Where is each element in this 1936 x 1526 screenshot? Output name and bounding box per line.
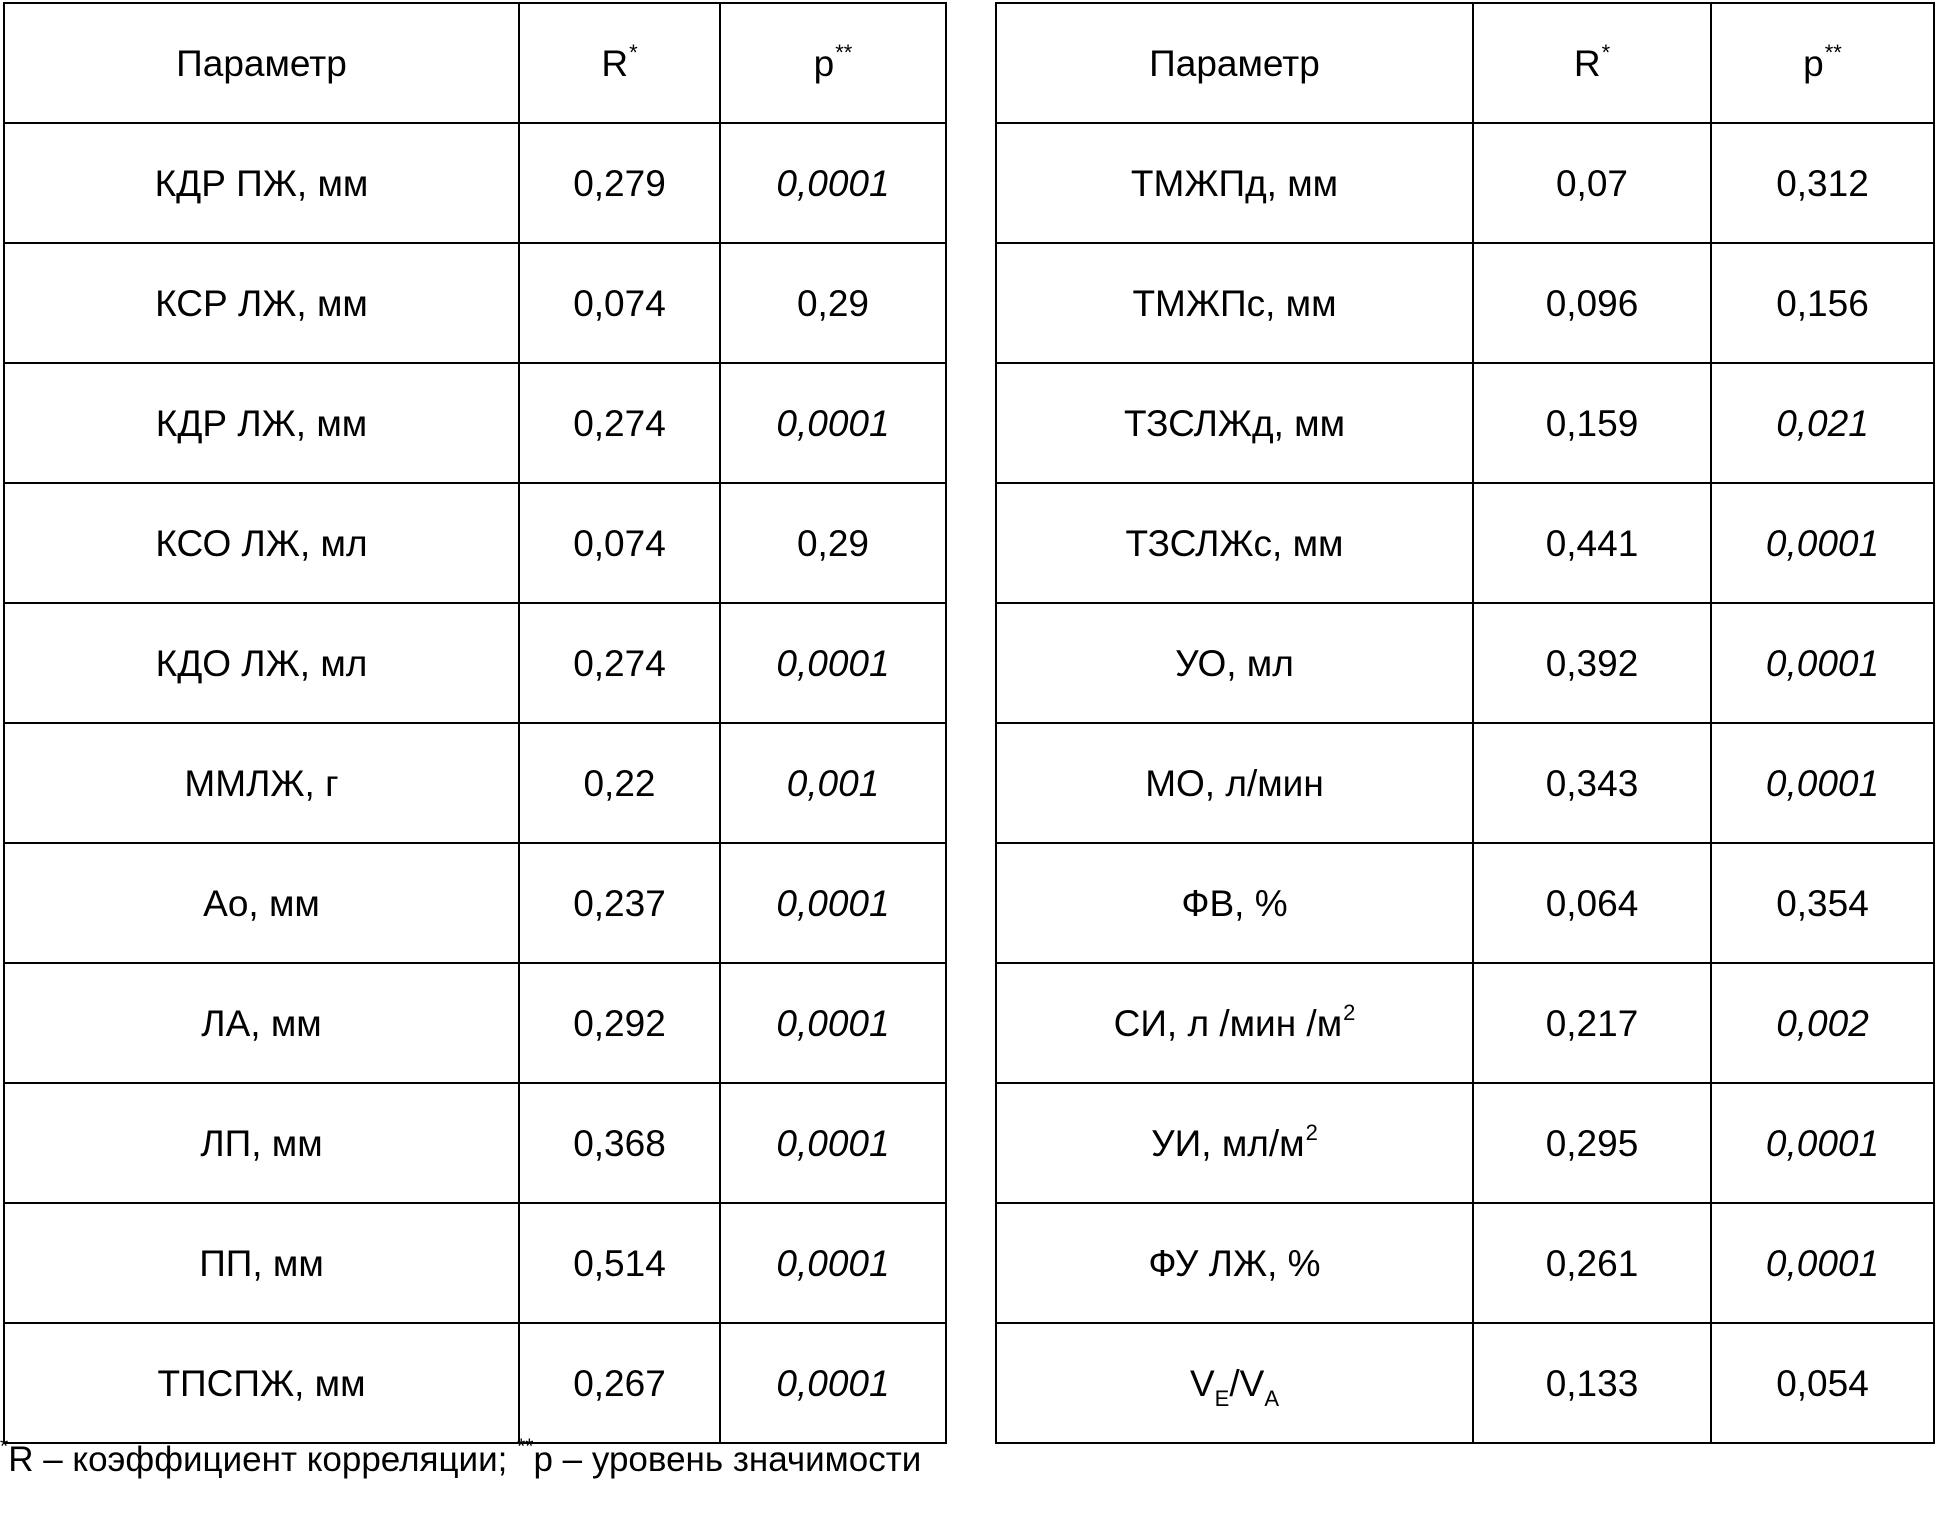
param-cell [4,603,519,723]
table-row [996,363,1934,483]
table-row [996,243,1934,363]
table-row [4,1323,946,1443]
r-value-cell: 0,279 [519,123,720,243]
param-text: СИ, л /мин /м [1113,1002,1343,1044]
p-value-cell: 0,021 [1711,363,1934,483]
table-row [996,1203,1934,1323]
param-text: МО, л/мин [1145,762,1324,804]
table-row [4,123,946,243]
header-param: Параметр [996,3,1473,123]
param-text: УИ, мл/м [1151,1122,1305,1164]
param-text: ММЛЖ, г [184,762,339,804]
r-value-cell: 0,22 [519,723,720,843]
r-value-cell: 0,292 [519,963,720,1083]
param-text: ТЗСЛЖс, мм [1125,522,1344,564]
param-text: УО, мл [1175,642,1294,684]
param-cell [4,363,519,483]
param-subscript: E [1214,1385,1230,1411]
param-text: ТМЖПд, мм [1130,162,1339,204]
param-text: ФВ, % [1181,882,1288,924]
param-subscript: A [1264,1385,1280,1411]
p-value-cell: 0,0001 [720,843,946,963]
table-row [996,1323,1934,1443]
param-cell [4,123,519,243]
r-value-cell: 0,392 [1473,603,1711,723]
table-row [996,603,1934,723]
param-text: КСР ЛЖ, мм [155,282,368,324]
footnote-p-text: p – уровень значимости [533,1440,922,1479]
table-row [996,963,1934,1083]
param-cell [4,963,519,1083]
header-r: R* [519,3,720,123]
r-value-cell: 0,274 [519,603,720,723]
param-cell [4,483,519,603]
p-value-cell: 0,312 [1711,123,1934,243]
table-row [996,1083,1934,1203]
param-cell [4,843,519,963]
param-cell [996,1203,1473,1323]
p-value-cell: 0,0001 [1711,1083,1934,1203]
table-row [4,1203,946,1323]
r-value-cell: 0,159 [1473,363,1711,483]
r-value-cell: 0,064 [1473,843,1711,963]
p-value-cell: 0,054 [1711,1323,1934,1443]
r-value-cell: 0,267 [519,1323,720,1443]
param-text: /V [1229,1362,1265,1404]
r-value-cell: 0,261 [1473,1203,1711,1323]
p-value-cell: 0,001 [720,723,946,843]
param-text: V [1189,1362,1215,1404]
r-value-cell: 0,074 [519,243,720,363]
r-value-cell: 0,133 [1473,1323,1711,1443]
param-text: ТЗСЛЖд, мм [1123,402,1346,444]
table-row [996,843,1934,963]
header-r: R* [1473,3,1711,123]
table-row [4,483,946,603]
p-value-cell: 0,156 [1711,243,1934,363]
param-cell [996,123,1473,243]
r-value-cell: 0,343 [1473,723,1711,843]
param-cell [996,843,1473,963]
param-cell [996,1323,1473,1443]
p-value-cell: 0,0001 [1711,723,1934,843]
r-value-cell: 0,237 [519,843,720,963]
param-text: КДР ЛЖ, мм [155,402,368,444]
r-value-cell: 0,217 [1473,963,1711,1083]
table-row [4,963,946,1083]
p-value-cell: 0,29 [720,243,946,363]
param-text: КСО ЛЖ, мл [155,522,368,564]
param-cell [4,1083,519,1203]
correlation-table-right [995,2,1935,1444]
header-row [4,3,946,123]
param-cell [4,723,519,843]
param-cell [996,603,1473,723]
table-row [996,483,1934,603]
p-value-cell: 0,0001 [1711,1203,1934,1323]
p-value-cell: 0,002 [1711,963,1934,1083]
correlation-table-left [3,2,947,1444]
p-value-cell: 0,0001 [1711,483,1934,603]
p-value-cell: 0,0001 [720,1323,946,1443]
param-text: ТМЖПс, мм [1132,282,1337,324]
r-value-cell: 0,096 [1473,243,1711,363]
r-value-cell: 0,07 [1473,123,1711,243]
param-cell [4,1203,519,1323]
param-cell [996,723,1473,843]
p-value-cell: 0,0001 [720,603,946,723]
param-text: ЛА, мм [201,1002,322,1044]
table-row [4,1083,946,1203]
r-value-cell: 0,274 [519,363,720,483]
footnote [0,1435,922,1480]
footnote-mark-r: * [0,1435,9,1458]
table-row [4,723,946,843]
table-row [4,363,946,483]
p-value-cell: 0,0001 [720,1083,946,1203]
r-value-cell: 0,368 [519,1083,720,1203]
param-cell [996,483,1473,603]
param-text: КДО ЛЖ, мл [155,642,368,684]
header-p: p** [1711,3,1934,123]
footnote-r-text: R – коэффициент корреляции; [8,1440,508,1479]
param-cell [996,363,1473,483]
p-value-cell: 0,0001 [720,1203,946,1323]
param-text: ЛП, мм [200,1122,323,1164]
header-p: p** [720,3,946,123]
param-cell [4,1323,519,1443]
param-text: Ао, мм [203,882,320,924]
param-cell [4,243,519,363]
r-value-cell: 0,295 [1473,1083,1711,1203]
footnote-mark-p: ** [517,1435,534,1458]
p-value-cell: 0,0001 [720,363,946,483]
param-cell [996,1083,1473,1203]
r-value-cell: 0,074 [519,483,720,603]
param-text: ПП, мм [199,1242,324,1284]
table-row [996,123,1934,243]
p-value-cell: 0,0001 [720,963,946,1083]
r-value-cell: 0,441 [1473,483,1711,603]
header-param: Параметр [4,3,519,123]
param-cell [996,243,1473,363]
r-value-cell: 0,514 [519,1203,720,1323]
table-row [4,843,946,963]
param-text: КДР ПЖ, мм [154,162,369,204]
table-row [4,243,946,363]
header-row [996,3,1934,123]
param-text: ТПСПЖ, мм [157,1362,366,1404]
param-superscript: 2 [1305,1119,1318,1145]
param-text: ФУ ЛЖ, % [1148,1242,1321,1284]
param-cell [996,963,1473,1083]
p-value-cell: 0,0001 [720,123,946,243]
p-value-cell: 0,29 [720,483,946,603]
table-row [996,723,1934,843]
table-row [4,603,946,723]
p-value-cell: 0,0001 [1711,603,1934,723]
p-value-cell: 0,354 [1711,843,1934,963]
param-superscript: 2 [1343,999,1356,1025]
